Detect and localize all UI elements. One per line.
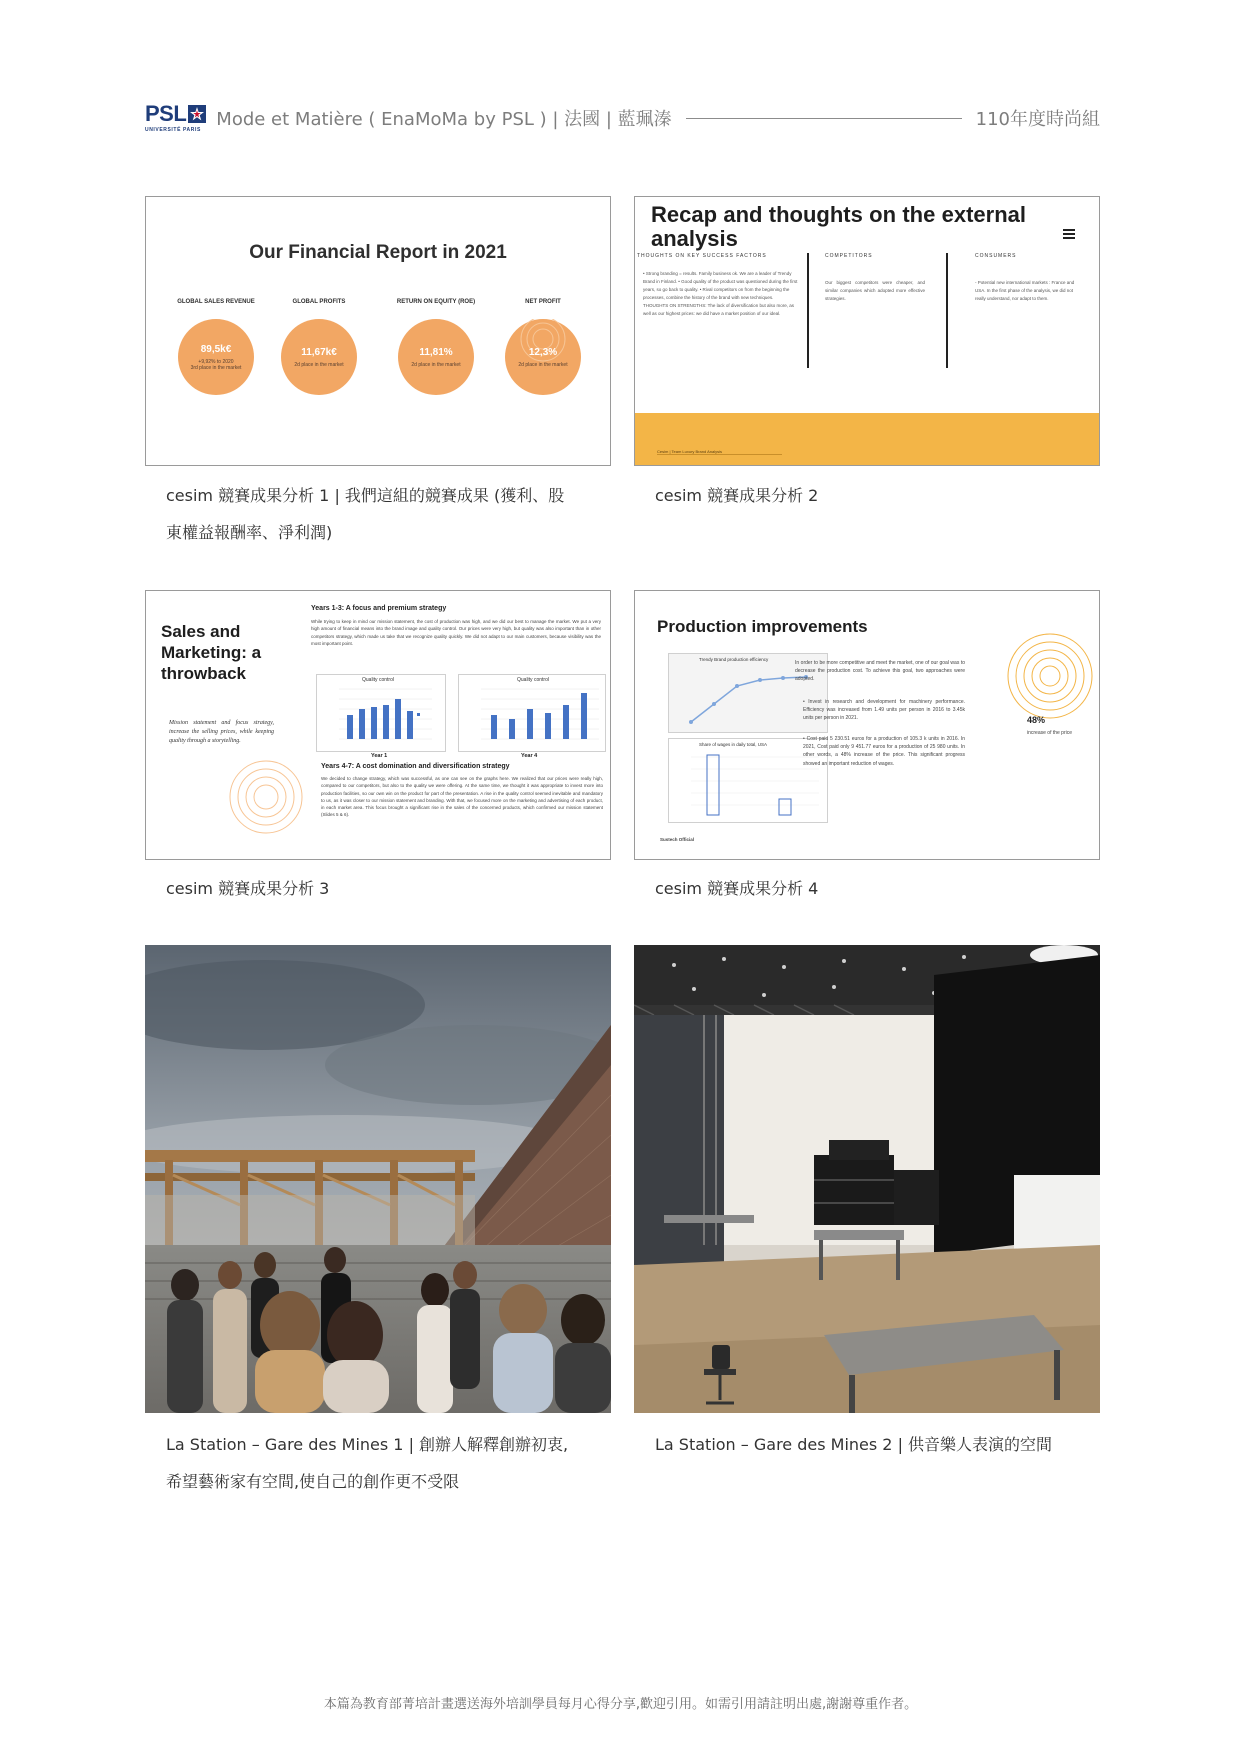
bar-chart-graphic — [459, 675, 607, 753]
price-increase-value: 48% — [1027, 715, 1046, 725]
slide4-title: Production improvements — [657, 617, 868, 636]
quality-chart-year4 — [458, 674, 606, 752]
caption-line: La Station – Gare des Mines 1 | 創辦人解釋創辦初衷, — [166, 1435, 569, 1454]
metric-label: GLOBAL SALES REVENUE — [177, 299, 255, 305]
section-heading: Years 4-7: A cost domination and diversification strategy — [321, 763, 510, 770]
metric-global-sales — [166, 299, 266, 395]
chart-year-label: Year 1 — [371, 753, 388, 759]
metric-label: NET PROFIT — [525, 299, 561, 305]
caption-line: cesim 競賽成果分析 2 — [655, 486, 819, 505]
photo2-caption — [655, 1426, 1095, 1463]
metric-sub: 2d place in the market — [518, 361, 568, 368]
courtyard-photo-image — [145, 945, 611, 1413]
caption-line: 東權益報酬率、淨利潤) — [166, 523, 333, 542]
caption-line: cesim 競賽成果分析 4 — [655, 879, 819, 898]
slide-recap-external-analysis — [634, 196, 1100, 466]
quality-chart-year1 — [316, 674, 446, 752]
chart-label: Quality control — [517, 677, 549, 683]
metric-circle — [178, 319, 254, 395]
band-text: Cesim | Team Luxury Brand Analysis — [657, 449, 722, 454]
band-line — [657, 454, 782, 455]
stage-photo-image — [634, 945, 1100, 1413]
column-text: Our biggest competitors were cheaper, and similar companies which adopted more effective strategies. — [825, 280, 925, 301]
caption-line: cesim 競賽成果分析 1 | 我們這組的競賽成果 (獲利、股 — [166, 486, 565, 505]
slide1-title: Our Financial Report in 2021 — [249, 242, 507, 263]
slide-footer-band — [635, 413, 1099, 465]
metric-sub: +9,92% to 2020 — [198, 358, 234, 365]
section-paragraph: While trying to keep in mind our mission statement, the cost of production was high, and we did our best to manage the market. We put a very high amount of financial means into the brand image and quality control. Our prices were very high, but quality was also important than in other competitors strategy, which made us take that we recognize quality quickly. We did not adapt to our main customers, because visibility was the most important point. — [311, 619, 601, 646]
column-heading: THOUGHTS ON KEY SUCCESS FACTORS — [637, 253, 767, 259]
slide4-caption — [655, 870, 1095, 907]
header-title: Mode et Matière ( EnaMoMa by PSL ) | 法國 | 藍珮溱 — [216, 109, 672, 130]
caption-line: La Station – Gare des Mines 2 | 供音樂人表演的空間 — [655, 1435, 1053, 1454]
metric-sub: 2d place in the market — [294, 361, 344, 368]
slide3-caption — [166, 870, 606, 907]
caption-line: 希望藝術家有空間,使自己的創作更不受限 — [166, 1472, 460, 1491]
star-emblem-icon — [188, 105, 206, 123]
section-heading: Years 1-3: A focus and premium strategy — [311, 605, 447, 612]
metric-circle — [281, 319, 357, 395]
metric-circle — [398, 319, 474, 395]
column-divider — [946, 253, 948, 368]
slide4-bullet: • Invest in research and development for machinery performance. Efficiency was increased from 1.49 units per person in 2016 to 3.45k units per person in 2021. — [803, 699, 965, 722]
menu-icon — [1063, 229, 1075, 241]
psl-logo — [145, 103, 206, 133]
chart-title: Trendy Brand production efficiency — [699, 657, 769, 662]
metric-value: 89,5k€ — [200, 343, 232, 355]
metric-roe — [386, 299, 486, 395]
slide3-title: Sales and Marketing: a throwback — [161, 622, 262, 683]
metric-net-profit — [493, 299, 593, 395]
slide-production-improvements — [634, 590, 1100, 860]
metric-label: GLOBAL PROFITS — [292, 299, 346, 305]
slide2-title: Recap and thoughts on the external analysis — [651, 202, 1026, 251]
column-heading: COMPETITORS — [825, 253, 873, 259]
metric-sub: 3rd place in the market — [190, 364, 242, 371]
slide4-footer: Sustech Official — [660, 837, 695, 842]
column-text: • Strong branding = results. Family business ok. We are a leader of Trendy Brand in Finland. • Good quality of the product was questioned during the first years, so go back to quality. • Rival competitors on from the beginning the processes, combine the history of the brand with new techniques. THOUGHTS ON STRENGTHS: The lack of diversification but also more, as well as our highest prices: we did have a market position of our ideal. — [643, 271, 798, 316]
caption-line: cesim 競賽成果分析 3 — [166, 879, 330, 898]
ripple-decoration-icon — [226, 757, 306, 837]
slide4-intro: In order to be more competitive and meet the market, one of our goal was to decrease the production cost. To achieve this goal, two approaches were adopted. — [795, 660, 965, 683]
logo-subtitle: UNIVERSITÉ PARIS — [145, 127, 201, 133]
metric-label: RETURN ON EQUITY (ROE) — [396, 299, 476, 305]
metric-circle — [505, 319, 581, 395]
slide1-caption — [166, 477, 606, 551]
column-heading: CONSUMERS — [975, 253, 1017, 259]
metric-value: 11,67k€ — [301, 346, 337, 358]
chart-title: Share of wages in daily total, USA — [699, 742, 768, 747]
header-divider — [686, 118, 962, 119]
logo-text: PSL — [145, 101, 187, 126]
column-text: - Potential new international markets : France and USA. In the first phase of the analysis, we did not really understand, nor adapt to them. — [975, 280, 1075, 301]
page-header — [145, 100, 1100, 136]
header-section: 110年度時尚組 — [975, 109, 1100, 130]
bar-chart-graphic — [317, 675, 447, 753]
ripple-decoration-icon — [1005, 631, 1095, 721]
photo1-caption — [166, 1426, 606, 1500]
slide3-strategy-note: Mission statement and focus strategy, increase the selling prices, while keeping quality through a storytelling. — [169, 720, 274, 744]
metric-global-profits — [269, 299, 369, 395]
section-paragraph: We decided to change strategy, which was successful, as one can see on the graphs here. We realized that our prices were really high, compared to our competitors, but also to the quality we were offering. At the same time, we thought it was appropriate to invest more into production facilities, so our own win on the product for part of the presentation. A rise in the quality control seemed inevitable and mandatory to us, as it was closer to our mission statement and branding. With that, we focused more on the marketing and advertising of each product, in each market area. This focus brought a significant rise in the sales of the concerned products, which confirmed our mission statement (Slides 5 & 6). — [321, 776, 603, 818]
chart-label: Quality control — [362, 677, 394, 683]
slide-financial-report — [145, 196, 611, 466]
slide4-bullet: • Cost paid 5 230.51 euros for a production of 105.3 k units in 2016. In 2021, Cost paid only 9 451.77 euros for a production of 25 980 units. In other words, a 48% increase of the price. This significant progress showed an important reduction of wages. — [803, 736, 965, 767]
price-increase-label: increase of the price — [1027, 730, 1073, 736]
photo-la-station-stage — [634, 945, 1100, 1413]
photo-la-station-courtyard — [145, 945, 611, 1413]
metric-value: 11,81% — [419, 346, 453, 358]
chart-year-label: Year 4 — [521, 753, 538, 759]
metric-value: 12,3% — [528, 346, 558, 358]
metric-sub: 2d place in the market — [411, 361, 461, 368]
page-footer: 本篇為教育部菁培計畫選送海外培訓學員每月心得分享,歡迎引用。如需引用請註明出處,謝謝尊重作者。 — [323, 1697, 918, 1712]
slide2-caption — [655, 477, 1095, 514]
column-divider — [807, 253, 809, 368]
slide-sales-marketing — [145, 590, 611, 860]
